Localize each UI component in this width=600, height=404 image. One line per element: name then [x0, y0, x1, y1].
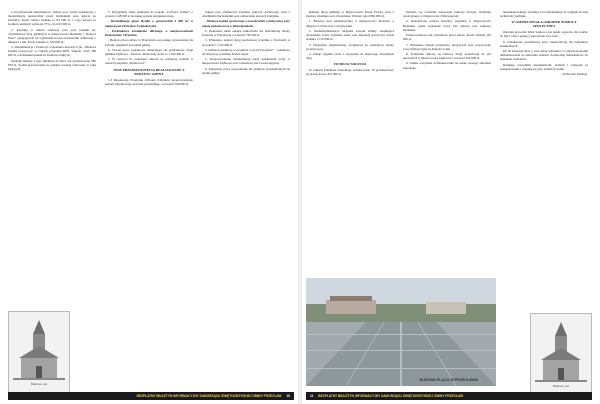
paragraph: Remont drogi gminnej w miejscowości Potok Pracka wraz z budową chodnika oraz oświetlenia. Wartość robót 860 000 zł.: [306, 10, 394, 19]
paragraph: 3. Wykonano remont drogi powiatowej wspólnie z Powiatem w wysokości 1 100 000 zł.: [202, 38, 290, 47]
plaza-photo: [306, 278, 496, 386]
page-gutter: [298, 0, 302, 404]
paragraph: niezaplanowanego wydatku, lecz niezbędnego ze względu na stan techniczny budynku.: [500, 10, 588, 19]
paragraph: 9. Gmina otrzymała dofinansowanie na zakup nowego autobusu szkolnego.: [403, 61, 491, 70]
paragraph: 2. Termomodernizacja budynku Urzędu Gminy obejmująca docieplenie ścian, wymianę okien oraz instalacji grzewczej. Koszt zadania 1 150 000 zł.: [306, 28, 394, 42]
paragraph: - Budowa placu zabaw w Przecławiu oraz zakup wyposażenia dla świetlic wiejskich na terenie gminy.: [105, 38, 193, 47]
paragraph: 6. Zakupiono nowe wyposażenie dla punktów przedszkolnych na terenie gminy.: [202, 66, 290, 75]
paragraph: 7. W czerwcu br. podpisano umowę na realizację zadania w ramach programu „Polski Ład”.: [105, 57, 193, 66]
paragraph: Ogółem nakłady z tego funduszu na 2021 rok przeznaczono 586 879 zł. Środki pozostawione na zadania zostaną rozliczone w roku bieżącym.: [8, 58, 96, 71]
footer-title: BEZPŁATNY BIULETYN INFORMACYJNY SAMORZĄDU ŚWIĘTOKRZYSKIEJ GMINY PRZECŁAW: [318, 394, 464, 398]
paragraph: 6. Trwają prace projektowe zmierzające do przebudowy drogi gminnej Dąbrowa – Drawce. Planowany koszt to 1 200 000 zł.: [105, 47, 193, 56]
right-page-column-1: [306, 10, 394, 272]
page-number: 10: [286, 394, 290, 398]
paragraph: 4. Zakup ciągnika wraz z osprzętem do zimowego utrzymania dróg.: [306, 51, 394, 61]
section-heading: FUNDUSZ SOŁECKI: [333, 62, 367, 67]
paragraph: 2. Dokonano także zakupu samochodu dla Ochotniczej Straży Pożarnej w Przecławiu o wartości 760 000 zł.: [202, 28, 290, 38]
paragraph: - Przebudowa oświetlenia ulicznego w miejscowościach Dziewięcioły i Przecław.: [105, 28, 193, 38]
church-icon: [9, 312, 69, 392]
paragraph: Do 30 listopada 2021 r. trwa nabór wniosków w ramach programu dofinansowania do usuwania azbestu. Zachęcamy mieszkańców do składania wniosków.: [500, 49, 588, 62]
paragraph: Zakres prac obejmował wymianę pokrycia dachowego wraz z obróbkami blacharskimi oraz odnowienie elewacji budynku.: [202, 10, 290, 19]
paragraph: - Budowa boiska sportowego o nawierzchni syntetycznej przy szkole podstawowej w Dziewięciołach.: [202, 19, 290, 28]
paragraph: 8. Podpisano umowę na budowę drogi dojazdowej do pól uprawnych w miejscowości Dąbrowa o wartości 300 000 zł.: [403, 51, 491, 61]
church-illustration-left: [8, 311, 70, 393]
right-page-column-3: [500, 10, 588, 310]
paragraph: Ośrodek prowadzi Klub Seniora oraz punkt wsparcia dla rodzin. W 2021 roku z pomocy skorzystało 214 osób.: [500, 30, 588, 39]
paragraph: 8. Zakończono przebudowę sieci ciepłowniczej dla budynków komunalnych.: [500, 39, 588, 48]
church-illustration-right: [530, 313, 592, 395]
paragraph: Ponadto we wrześniu rozpoczęto budowę nowego zbiornika retencyjnego w miejscowości Dziewięcioły.: [403, 10, 491, 19]
paragraph: 2. Jesteśmy w trakcie realizacji prac przy zadaniu pn. „Przebudowa dróg gminnych w miejscowości Budzisko i Stalowa Wola” polegających na wykonaniu nowej nawierzchni asfaltowej o długości 1 km. Koszt zadania to 500 000 zł.: [8, 27, 96, 44]
decor-label-right: Budowa wsi: [552, 384, 570, 388]
paragraph: 6. Dokończono remont świetlicy wiejskiej w miejscowości Budzisko, gdzie wykonano nową salę główną oraz zaplecze kuchenne.: [403, 19, 491, 32]
paragraph: Przeprowadzono też rozbudowę placu zabaw. Koszt zadania 250 000 zł.: [403, 33, 491, 42]
paragraph: W ramach Funduszu Sołeckiego zrealizowano 18 przedsięwzięć na łączną kwotę 412 000 zł.: [306, 68, 394, 77]
paragraph: - Rewitalizacja placu Rynku o powierzchni 4 000 m² w miejscowości Przecław Świętokrzyski.: [105, 19, 193, 28]
paragraph: 1.Z Rządowego Programu Ochrony Zabytków przeprowadzono remont zabytkowego kościoła parafialnego o wartości 320 000 zł.: [105, 77, 193, 86]
footer-right: [306, 392, 592, 400]
paragraph: 5. Przyjęliśmy także pieniądze na projekt „Cyfrowa Gmina” o wartości 148 000 zł na zakup sprzętu komputerowego.: [105, 10, 193, 19]
paragraph: 3. Wykonano dokumentację projektową na rozbudowę szkoły podstawowej.: [306, 42, 394, 51]
footer-title: BEZPŁATNY BIULETYN INFORMACYJNY SAMORZĄDU ŚWIĘTOKRZYSKIEJ GMINY PRZECŁAW: [136, 394, 282, 398]
left-page-column-3: [202, 10, 290, 378]
section-heading: INNE PRZEDSIĘWZIĘCIA REALIZOWANE Z BUDŻETU GMINY: [113, 67, 185, 76]
paragraph: 7. Wykonano remont przepustów drogowych oraz oczyszczono rowy melioracyjne na długości 6 km.: [403, 42, 491, 51]
page-number: 11: [310, 394, 314, 398]
left-page-column-2: [105, 10, 193, 378]
right-page-column-2: [403, 10, 491, 272]
church-icon: [531, 314, 591, 394]
closing-signature: Serdecznie dziękuję.: [562, 72, 588, 77]
paragraph: Dziękuję wszystkim mieszkańcom, radnym i sołtysom za zaangażowanie i współpracę przy realizacji zadań.: [500, 62, 588, 71]
footer-left: [8, 392, 294, 400]
paragraph: 4. Gmina uczestniczy w projekcie „Czyste Powietrze” – udzielono 42 dotacji na wymianę źródeł ciepła.: [202, 47, 290, 56]
section-heading: W GMINIE DZIAŁA OŚRODEK POMOCY SPOŁECZNEJ: [511, 20, 577, 29]
paragraph: z towarzystwem mieszkańców. Zakres prac został zwiększony o modernizację nawierzchni przed budynkiem oraz dojścia do świetlicy. Koszt całości zadania to 84 000 zł, z tego dotacja ze środków unijnych wyniosła 75%, czyli 63 000 zł.: [8, 10, 96, 27]
photo-caption: BUDOWA PLACU W PRZECŁAWIU: [419, 378, 479, 382]
paragraph: 5. Przeprowadzono modernizację stacji uzdatniania wody w miejscowości Dąbrowa oraz rozbudowę sieci wodociągowej.: [202, 57, 290, 66]
paragraph: 3. Dokumentacja i Promocja wykonania inwestycji pn. „Budowa ścieżki rowerowej” w ramach programu RPO. Wartość robót 386 000 zł, z dofinansowaniem ze środków unijnych.: [8, 45, 96, 58]
decor-label-left: Budowa wsi: [30, 382, 48, 386]
plaza-illustration: [306, 278, 496, 386]
paragraph: 1. Budowa sieci kanalizacyjnej w miejscowości Przecław o długości 3,2 km wraz z przyłączami.: [306, 19, 394, 28]
